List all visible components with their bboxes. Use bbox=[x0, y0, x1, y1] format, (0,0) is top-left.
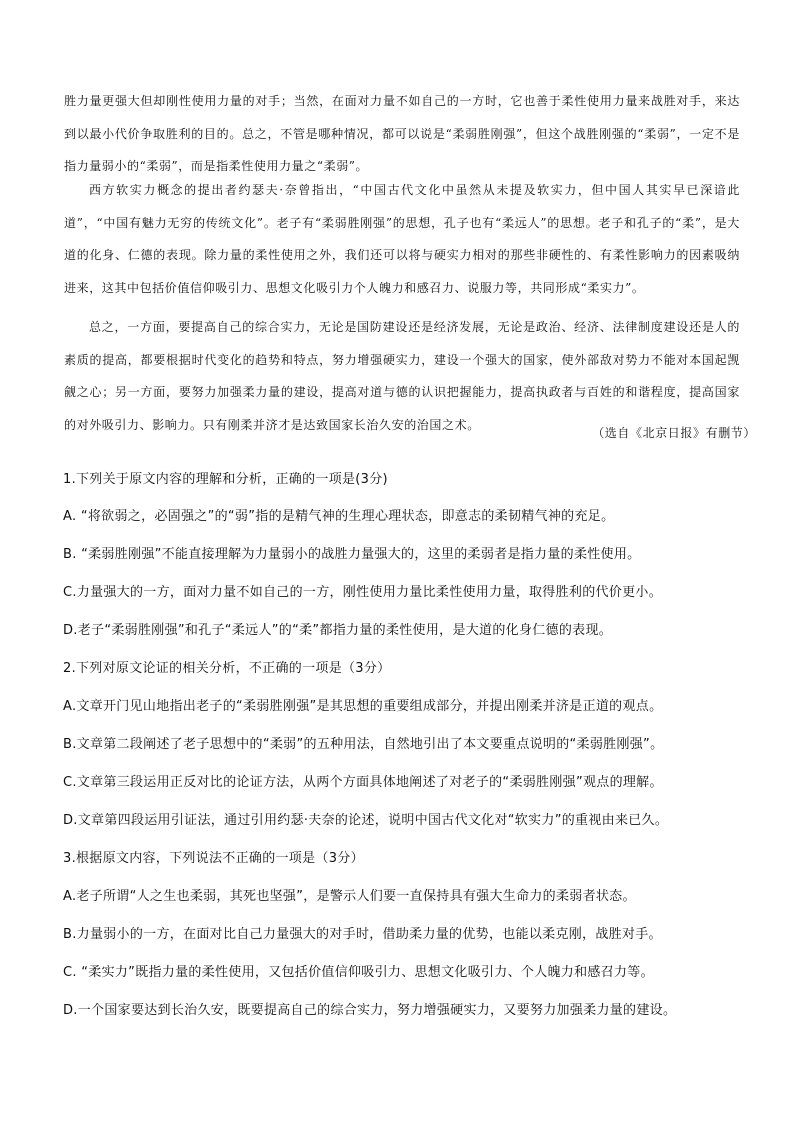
question-3-option-c: C. “柔实力”既指力量的柔性使用，又包括价值信仰吸引力、思想文化吸引力、个人魄力和感召力等。 bbox=[63, 965, 654, 980]
question-2-option-c: C.文章第三段运用正反对比的论证方法，从两个方面具体地阐述了对老子的“柔弱胜刚强”观点的理解。 bbox=[63, 775, 663, 790]
passage-paragraph-2: 西方软实力概念的提出者约瑟夫·奈曾指出，“中国古代文化中虽然从未提及软实力，但中国人其实早已深谙此道”，“中国有魅力无穷的传统文化”。老子有“柔弱胜刚强”的思想，孔子也有“柔远人”的思想。老子和孔子的“柔”，是大道的化身、仁德的表现。除力量的柔性使用之外，我们还可以将与硬实力相对的那些非硬性的、有柔性影响力的因素吸纳进来，这其中包括价值信仰吸引力、思想文化吸引力个人魄力和感召力、说服力等，共同形成“柔实力”。 bbox=[64, 183, 740, 295]
question-2-option-d: D.文章第四段运用引证法，通过引用约瑟·夫奈的论述，说明中国古代文化对“软实力”的重视由来已久。 bbox=[63, 813, 669, 828]
passage-source: （选自《北京日报》有删节） bbox=[592, 426, 756, 440]
question-1-option-d: D.老子“柔弱胜刚强”和孔子“柔远人”的“柔”都指力量的柔性使用，是大道的化身仁德的表现。 bbox=[63, 623, 613, 638]
question-1-option-b: B. “柔弱胜刚强”不能直接理解为力量弱小的战胜力量强大的，这里的柔弱者是指力量的柔性使用。 bbox=[63, 547, 641, 562]
question-2-option-b: B.文章第二段阐述了老子思想中的“柔弱”的五种用法，自然地引出了本文要重点说明的“柔弱胜刚强”。 bbox=[63, 737, 664, 752]
question-3-option-a: A.老子所谓“人之生也柔弱，其死也坚强”，是警示人们要一直保持具有强大生命力的柔弱者状态。 bbox=[63, 889, 636, 904]
passage-paragraph-3: 总之，一方面，要提高自己的综合实力，无论是国防建设还是经济发展，无论是政治、经济、法律制度建设还是人的素质的提高，都要根据时代变化的趋势和特点，努力增强硬实力，建设一个强大的国家，使外部敌对势力不能对本国起觊觎之心；另一方面，要努力加强柔力量的建设，提高对道与德的认识把握能力，提高执政者与百姓的和谐程度，提高国家的对外吸引力、影响力。只有刚柔并济才是达致国家长治久安的治国之术。 bbox=[64, 320, 740, 432]
question-1-option-a: A. “将欲弱之，必固强之”的“弱”指的是精气神的生理心理状态，即意志的柔韧精气神的充足。 bbox=[63, 509, 615, 524]
question-1-stem: 1.下列关于原文内容的理解和分析，正确的一项是(3分) bbox=[63, 472, 388, 487]
question-3-option-d: D.一个国家要达到长治久安，既要提高自己的综合实力，努力增强硬实力，又要努力加强柔力量的建设。 bbox=[63, 1003, 677, 1018]
passage-paragraph-1: 胜力量更强大但却刚性使用力量的对手；当然，在面对力量不如自己的一方时，它也善于柔性使用力量来战胜对手，来达到以最小代价争取胜利的目的。总之，不管是哪种情况，都可以说是“柔弱胜刚强”，但这个战胜刚强的“柔弱”，一定不是指力量弱小的“柔弱”，而是指柔性使用力量之“柔弱”。 bbox=[64, 94, 740, 173]
question-2-stem: 2.下列对原文论证的相关分析，不正确的一项是（3分） bbox=[63, 661, 391, 676]
question-3-stem: 3.根据原文内容，下列说法不正确的一项是（3分） bbox=[63, 851, 364, 866]
question-3-option-b: B.力量弱小的一方，在面对比自己力量强大的对手时，借助柔力量的优势，也能以柔克刚，战胜对手。 bbox=[63, 927, 662, 942]
question-2-option-a: A.文章开门见山地指出老子的“柔弱胜刚强”是其思想的重要组成部分，并提出刚柔并济是正道的观点。 bbox=[63, 699, 663, 714]
question-1-option-c: C.力量强大的一方，面对力量不如自己的一方，刚性使用力量比柔性使用力量，取得胜利的代价更小。 bbox=[63, 585, 663, 600]
